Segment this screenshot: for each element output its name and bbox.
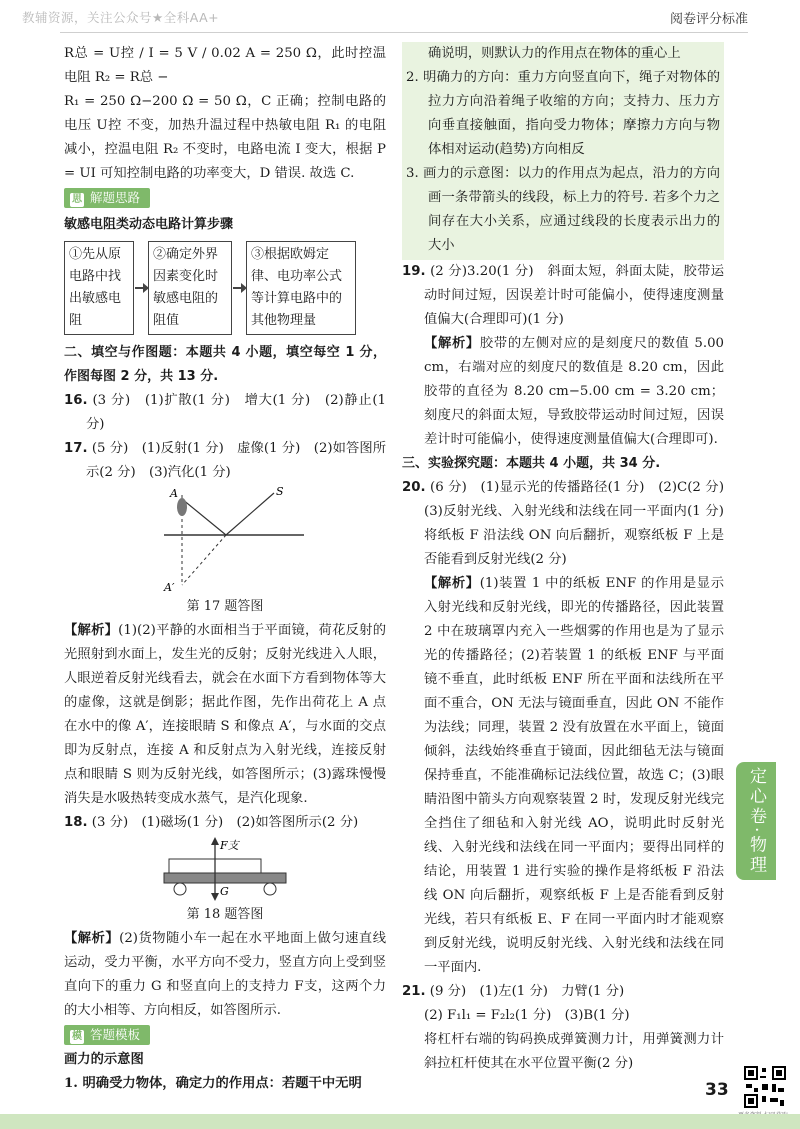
q19-analysis-text: 胶带的左侧对应的是刻度尺的数值 5.00 cm，右端对应的刻度尺的数值是 8.20 cm，因此胶带的直径为 8.20 cm−5.00 cm = 3.20 cm；刻度尺的斜面太短，导致胶带运动时间过短，因误差计时可能偏小，使得速度测量值偏大(合理即可). bbox=[424, 336, 724, 447]
wheel-right-icon bbox=[264, 883, 276, 895]
left-column bbox=[64, 42, 386, 1096]
q17 bbox=[64, 437, 386, 485]
template-icon: 模 bbox=[72, 1031, 82, 1042]
cart-body bbox=[164, 873, 286, 883]
section-3-heading: 三、实验探究题：本题共 4 小题，共 34 分. bbox=[402, 456, 661, 471]
analysis-tag: 【解析】 bbox=[64, 623, 119, 638]
q20 bbox=[402, 476, 738, 572]
flow-step-2: ②确定外界因素变化时敏感电阻的阻值 bbox=[148, 241, 232, 335]
analysis-tag: 【解析】 bbox=[64, 931, 120, 946]
q19-number: 19. bbox=[402, 264, 426, 279]
page-number: 33 bbox=[705, 1080, 729, 1100]
thinking-subtitle: 敏感电阻类动态电路计算步骤 bbox=[64, 217, 234, 232]
answer-template-tag bbox=[64, 1025, 150, 1045]
label-f-support: F支 bbox=[220, 839, 239, 852]
label-g: G bbox=[220, 885, 229, 898]
figure-18-caption: 第 18 题答图 bbox=[186, 907, 264, 922]
q18-analysis-text: (2)货物随小车一起在水平地面上做匀速直线运动，受力平衡，水平方向不受力，竖直方向上受到竖直向下的重力 G 和竖直向上的支持力 F支，这两个力的大小相等、方向相反，如答图所示. bbox=[64, 931, 386, 1018]
figure-17-diagram bbox=[64, 485, 386, 595]
reflected-ray bbox=[226, 493, 274, 535]
arrow-down-icon bbox=[211, 893, 219, 901]
header-watermark: 教辅资源，关注公众号★全科AA+ bbox=[22, 10, 220, 25]
flow-step-1: ①先从原电路中找出敏感电阻 bbox=[64, 241, 134, 335]
header-title: 阅卷评分标准 bbox=[669, 12, 748, 27]
q21 bbox=[402, 980, 724, 1004]
q17-analysis bbox=[64, 619, 386, 811]
figure-18-diagram bbox=[64, 835, 386, 903]
q17-answer: (5 分) (1)反射(1 分) 虚像(1 分) (2)如答图所示(2 分) (3)汽化(1 分) bbox=[86, 441, 386, 480]
q20-number: 20. bbox=[402, 480, 426, 495]
q18-analysis bbox=[64, 927, 386, 1023]
footer-bar bbox=[0, 1114, 800, 1129]
q20-analysis-text: (1)装置 1 中的纸板 ENF 的作用是显示入射光线和反射光线，即光的传播路径，因此装置 2 中在玻璃罩内充入一些烟雾的作用也是为了显示光的传播路径；(2)若装置 1 的纸板 ENF 与平面镜不垂直，此时纸板 ENF 所在平面和法线所在平面不重合，ON 无法与镜面垂直，因此 ON 不能作为法线；同理，装置 2 没有放置在水平面上，镜面倾斜，法线始终垂直于镜面，因此细毡无法与镜面保持垂直，不能准确标记法线位置，故选 C；(3)眼睛沿图中箭头方向观察装置 2 时，发现反射光线完全挡住了细毡和入射光线 AO，说明此时反射光线、入射光线和法线在同一平面内；要得出同样的结论，用装置 1 进行实验的操作是将纸板 F 沿法线 ON 向后翻折，观察纸板 F 上是否能看到反射光线，若只有纸板 E、F 在同一平面内时才能观察到反射光线，说明反射光线、入射光线和法线在同一平面内. bbox=[424, 576, 724, 975]
figure-17-caption: 第 17 题答图 bbox=[186, 599, 264, 614]
flow-step-3: ③根据欧姆定律、电功率公式等计算电路中的其他物理量 bbox=[246, 241, 356, 335]
q16-answer: (3 分) (1)扩散(1 分) 增大(1 分) (2)静止(1 分) bbox=[86, 393, 386, 432]
q19-answer: (2 分)3.20(1 分) 斜面太短，斜面太陡，胶带运动时间过短，因误差计时可能偏小，使得速度测量值偏大(合理即可)(1 分) bbox=[424, 264, 724, 327]
thinking-icon: 思 bbox=[72, 194, 82, 205]
analysis-tag: 【解析】 bbox=[424, 576, 480, 591]
arrow-right-icon bbox=[233, 287, 245, 289]
label-a-prime: A′ bbox=[164, 581, 175, 594]
template-step-1: 1. 明确受力物体，确定力的作用点：若题干中无明 bbox=[64, 1076, 362, 1091]
q17-number: 17. bbox=[64, 441, 88, 456]
analysis-tag: 【解析】 bbox=[424, 336, 480, 351]
template-step-1-cont: 确说明，则默认力的作用点在物体的重心上 bbox=[428, 46, 681, 61]
incident-ray bbox=[182, 499, 226, 535]
label-a: A bbox=[170, 487, 178, 500]
virtual-ray bbox=[182, 535, 226, 585]
template-title: 画力的示意图 bbox=[64, 1052, 144, 1067]
solution-thinking-tag bbox=[64, 188, 150, 208]
arrow-up-icon bbox=[211, 837, 219, 845]
q20-analysis bbox=[402, 572, 724, 980]
tag-label: 解题思路 bbox=[90, 190, 141, 205]
tag-label: 答题模板 bbox=[90, 1027, 141, 1042]
q21-number: 21. bbox=[402, 984, 426, 999]
right-column bbox=[402, 42, 738, 1076]
q18 bbox=[64, 811, 386, 835]
qr-code-icon bbox=[744, 1066, 786, 1108]
lotus-flower-icon bbox=[177, 498, 187, 516]
q21-line-2: (2) F₁l₁ = F₂l₂(1 分) (3)B(1 分) bbox=[424, 1008, 630, 1023]
formula-line: R总 = U控 / I = 5 V / 0.02 A = 250 Ω，此时控温电阻 R₂ = R总 − bbox=[64, 46, 386, 85]
q16 bbox=[64, 389, 386, 437]
q17-analysis-text: (1)(2)平静的水面相当于平面镜，荷花反射的光照射到水面上，发生光的反射；反射光线进入人眼，人眼逆着反射光线看去，就会在水面下方看到物体等大的虚像，这就是倒影；据此作图，先作出荷花上 A 点在水中的像 A′，连接眼睛 S 和像点 A′，与水面的交点即为反射点，连接 A 和反射点为入射光线，连接反射点和眼睛 S 则为反射光线，如答图所示；(3)露珠慢慢消失是水吸热转变成水蒸气，是汽化现象. bbox=[64, 623, 387, 806]
q19 bbox=[402, 260, 724, 332]
q16-number: 16. bbox=[64, 393, 88, 408]
q20-answer: (6 分) (1)显示光的传播路径(1 分) (2)C(2 分) (3)反射光线、入射光线和法线在同一平面内(1 分) 将纸板 F 沿法线 ON 向后翻折，观察纸板 F 上是否能看到反射光线(2 分) bbox=[424, 480, 738, 567]
section-2-heading: 二、填空与作图题：本题共 4 小题，填空每空 1 分，作图每图 2 分，共 13 分. bbox=[64, 345, 386, 384]
template-step-2: 2. 明确力的方向：重力方向竖直向下，绳子对物体的拉力方向沿着绳子收缩的方向；支持力、压力方向垂直接触面，指向受力物体；摩擦力方向与物体相对运动(趋势)方向相反 bbox=[406, 70, 720, 157]
q19-analysis bbox=[402, 332, 724, 452]
q21-line-3: 将杠杆右端的钩码换成弹簧测力计，用弹簧测力计斜拉杠杆使其在水平位置平衡(2 分) bbox=[424, 1032, 724, 1071]
template-step-3: 3. 画力的示意图：以力的作用点为起点，沿力的方向画一条带箭头的线段，标上力的符号. 若多个力之间存在大小关系，应通过线段的长度表示出力的大小 bbox=[406, 166, 720, 253]
side-tab: 定心卷·物理 bbox=[736, 762, 776, 880]
wheel-left-icon bbox=[174, 883, 186, 895]
q18-number: 18. bbox=[64, 815, 88, 830]
template-box bbox=[402, 42, 724, 260]
label-s: S bbox=[276, 485, 284, 498]
arrow-right-icon bbox=[135, 287, 147, 289]
header-divider bbox=[60, 32, 748, 33]
steps-flow bbox=[64, 241, 386, 335]
answer-paragraph: R₁ = 250 Ω−200 Ω = 50 Ω，C 正确；控制电路的电压 U控 不变，加热升温过程中热敏电阻 R₁ 的电阻减小，控温电阻 R₂ 不变时，电路电流 I 变大，根据 P = UI 可知控制电路的功率变大，D 错误. 故选 C. bbox=[64, 94, 386, 181]
q21-line-1: (9 分) (1)左(1 分) 力臂(1 分) bbox=[429, 984, 625, 999]
q18-answer: (3 分) (1)磁场(1 分) (2)如答图所示(2 分) bbox=[91, 815, 359, 830]
